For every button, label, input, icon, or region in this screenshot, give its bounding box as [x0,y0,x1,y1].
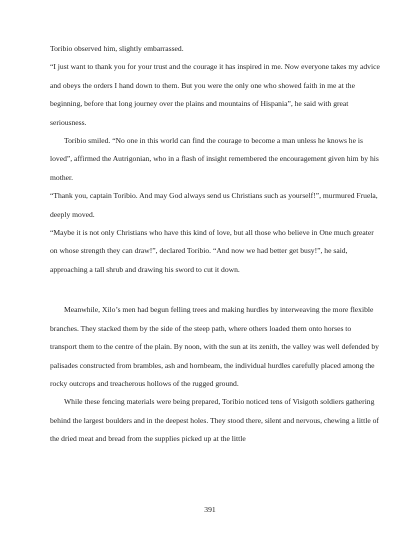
paragraph: “Maybe it is not only Christians who have this kind of love, but all those who believe in One much greater on whose strength they can draw!”, declared Toribio. “And now we had better get busy!”, he said, approaching a tall shrub and drawing his sword to cut it down. [50,228,374,274]
paragraph: Toribio smiled. “No one in this world can find the courage to become a man unless he knows he is loved”, affirmed the Autrigonian, who in a flash of insight remembered the encouragement given him by his mother. [50,136,379,182]
body-text [50,40,380,449]
paragraph: “I just want to thank you for your trust and the courage it has inspired in me. Now everyone takes my advice and obeys the orders I hand down to them. But you were the only one who showed faith in me at the beginning, before that long journey over the plains and mountains of Hispania”, he said with great seriousness. [50,62,380,127]
paragraph: While these fencing materials were being prepared, Toribio noticed tens of Visigoth soldiers gathering behind the largest boulders and in the deepest holes. They stood there, silent and nervous, chewing a little of the dried meat and bread from the supplies picked up at the little [50,397,379,444]
page-number: 391 [204,505,216,514]
paragraph: “Thank you, captain Toribio. And may God always send us Christians such as yourself!”, murmured Fruela, deeply moved. [50,191,378,219]
paragraph: Toribio observed him, slightly embarrassed. [50,44,184,53]
paragraph: Meanwhile, Xilo’s men had begun felling trees and making hurdles by interweaving the more flexible branches. They stacked them by the side of the steep path, where others loaded them onto horses to transport them to the centre of the plain. By noon, with the sun at its zenith, the valley was well defended by palisades constructed from brambles, ash and hornbeam, the individual hurdles carefully placed among the rocky outcrops and treacherous hollows of the rugged ground. [50,305,379,388]
